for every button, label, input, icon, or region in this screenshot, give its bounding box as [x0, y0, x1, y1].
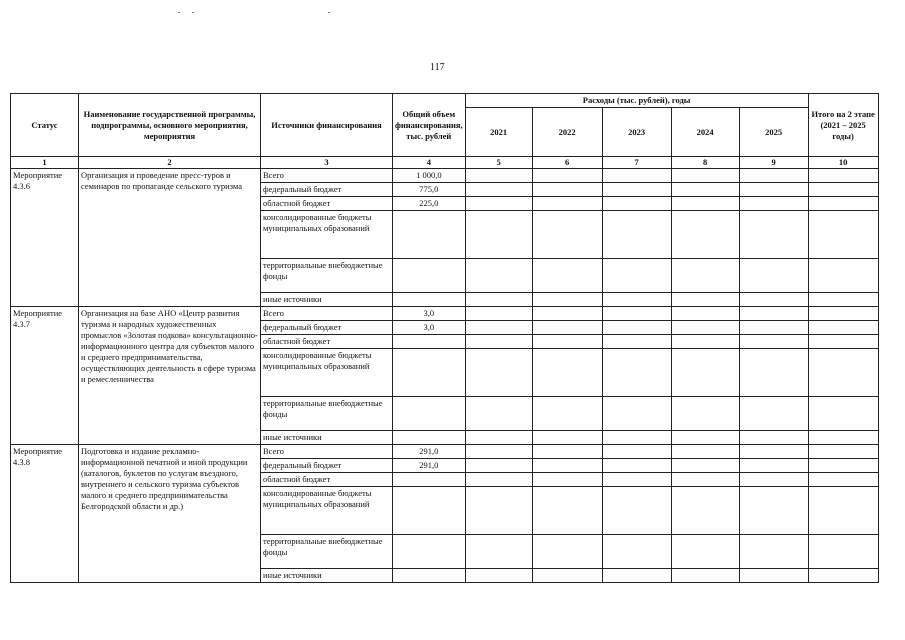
empty-cell — [739, 293, 808, 307]
empty-cell — [739, 445, 808, 459]
empty-cell — [671, 211, 739, 259]
empty-cell — [532, 183, 602, 197]
empty-cell — [602, 211, 671, 259]
empty-cell — [808, 183, 878, 197]
total-volume-cell — [393, 349, 466, 397]
header-year: 2022 — [532, 108, 602, 157]
total-volume-cell — [393, 211, 466, 259]
empty-cell — [739, 259, 808, 293]
empty-cell — [671, 445, 739, 459]
header-year: 2023 — [602, 108, 671, 157]
total-volume-cell — [393, 335, 466, 349]
header-sources: Источники финансирования — [261, 94, 393, 157]
empty-cell — [602, 459, 671, 473]
header-status: Статус — [11, 94, 79, 157]
empty-cell — [808, 307, 878, 321]
empty-cell — [602, 431, 671, 445]
funding-source: иные источники — [261, 431, 393, 445]
funding-source: консолидированные бюджеты муниципальных образований — [261, 349, 393, 397]
empty-cell — [602, 335, 671, 349]
funding-source: консолидированные бюджеты муниципальных образований — [261, 487, 393, 535]
empty-cell — [602, 473, 671, 487]
empty-cell — [671, 293, 739, 307]
empty-cell — [671, 197, 739, 211]
empty-cell — [532, 169, 602, 183]
empty-cell — [739, 349, 808, 397]
table-row — [11, 169, 879, 183]
empty-cell — [465, 431, 532, 445]
column-number: 6 — [532, 157, 602, 169]
scan-speck — [328, 12, 330, 13]
empty-cell — [465, 169, 532, 183]
empty-cell — [602, 183, 671, 197]
column-number: 9 — [739, 157, 808, 169]
empty-cell — [465, 211, 532, 259]
empty-cell — [671, 183, 739, 197]
empty-cell — [465, 183, 532, 197]
total-volume-cell — [393, 569, 466, 583]
total-volume-cell — [393, 487, 466, 535]
empty-cell — [532, 569, 602, 583]
total-volume-cell: 291,0 — [393, 459, 466, 473]
empty-cell — [532, 349, 602, 397]
empty-cell — [671, 307, 739, 321]
empty-cell — [808, 459, 878, 473]
empty-cell — [808, 321, 878, 335]
empty-cell — [808, 487, 878, 535]
measure-status: Мероприятие 4.3.7 — [11, 307, 79, 445]
empty-cell — [602, 197, 671, 211]
empty-cell — [465, 321, 532, 335]
empty-cell — [465, 473, 532, 487]
empty-cell — [671, 535, 739, 569]
empty-cell — [532, 431, 602, 445]
empty-cell — [808, 169, 878, 183]
total-volume-cell: 775,0 — [393, 183, 466, 197]
empty-cell — [808, 293, 878, 307]
empty-cell — [739, 211, 808, 259]
empty-cell — [602, 569, 671, 583]
empty-cell — [739, 459, 808, 473]
funding-source: федеральный бюджет — [261, 459, 393, 473]
empty-cell — [808, 211, 878, 259]
empty-cell — [671, 169, 739, 183]
empty-cell — [602, 259, 671, 293]
page-number: 117 — [430, 62, 445, 73]
empty-cell — [671, 397, 739, 431]
empty-cell — [532, 307, 602, 321]
funding-source: Всего — [261, 307, 393, 321]
header-name: Наименование государственной программы, подпрограммы, основного мероприятия, мероприятия — [79, 94, 261, 157]
empty-cell — [671, 349, 739, 397]
scan-speck — [192, 12, 194, 13]
empty-cell — [808, 473, 878, 487]
total-volume-cell: 3,0 — [393, 321, 466, 335]
column-numbers-row — [11, 157, 879, 169]
measure-status: Мероприятие 4.3.8 — [11, 445, 79, 583]
funding-source: Всего — [261, 169, 393, 183]
total-volume-cell: 291,0 — [393, 445, 466, 459]
header-total-volume: Общий объем финансирования, тыс. рублей — [393, 94, 466, 157]
column-number: 1 — [11, 157, 79, 169]
empty-cell — [465, 307, 532, 321]
empty-cell — [602, 397, 671, 431]
empty-cell — [532, 473, 602, 487]
funding-source: федеральный бюджет — [261, 321, 393, 335]
column-number: 4 — [393, 157, 466, 169]
empty-cell — [739, 183, 808, 197]
column-number: 10 — [808, 157, 878, 169]
empty-cell — [465, 293, 532, 307]
funding-source: областной бюджет — [261, 197, 393, 211]
column-number: 5 — [465, 157, 532, 169]
empty-cell — [465, 445, 532, 459]
empty-cell — [465, 349, 532, 397]
empty-cell — [671, 321, 739, 335]
empty-cell — [602, 307, 671, 321]
measure-name: Организация на базе АНО «Центр развития туризма и народных художественных промыслов «Золотая подкова» консультационно-информационного центра для субъектов малого и среднего предпринимательства, осуществляющих деятельность в сфере туризма и ремесленничества — [79, 307, 261, 445]
empty-cell — [739, 473, 808, 487]
empty-cell — [465, 487, 532, 535]
empty-cell — [739, 397, 808, 431]
empty-cell — [532, 535, 602, 569]
measure-name: Организация и проведение пресс-туров и семинаров по пропаганде сельского туризма — [79, 169, 261, 307]
funding-source: иные источники — [261, 293, 393, 307]
empty-cell — [465, 259, 532, 293]
empty-cell — [671, 487, 739, 535]
empty-cell — [808, 197, 878, 211]
funding-source: территориальные внебюджетные фонды — [261, 397, 393, 431]
total-volume-cell — [393, 293, 466, 307]
total-volume-cell — [393, 431, 466, 445]
empty-cell — [532, 459, 602, 473]
empty-cell — [739, 321, 808, 335]
empty-cell — [808, 349, 878, 397]
empty-cell — [465, 535, 532, 569]
empty-cell — [739, 569, 808, 583]
empty-cell — [739, 535, 808, 569]
empty-cell — [465, 569, 532, 583]
total-volume-cell: 225,0 — [393, 197, 466, 211]
header-total-stage: Итого на 2 этапе (2021 – 2025 годы) — [808, 94, 878, 157]
funding-source: областной бюджет — [261, 335, 393, 349]
table-row — [11, 445, 879, 459]
column-number: 2 — [79, 157, 261, 169]
empty-cell — [671, 459, 739, 473]
empty-cell — [532, 259, 602, 293]
empty-cell — [532, 445, 602, 459]
empty-cell — [671, 335, 739, 349]
empty-cell — [808, 445, 878, 459]
total-volume-cell: 1 000,0 — [393, 169, 466, 183]
empty-cell — [602, 321, 671, 335]
total-volume-cell — [393, 473, 466, 487]
funding-source: территориальные внебюджетные фонды — [261, 535, 393, 569]
empty-cell — [671, 569, 739, 583]
total-volume-cell — [393, 535, 466, 569]
empty-cell — [532, 321, 602, 335]
empty-cell — [808, 431, 878, 445]
measure-name: Подготовка и издание рекламно-информационной печатной и иной продукции (каталогов, буклетов по услугам въездного, внутреннего и сельского туризма субъектов малого и среднего предпринимательства Белгородской области и др.) — [79, 445, 261, 583]
funding-source: областной бюджет — [261, 473, 393, 487]
empty-cell — [602, 349, 671, 397]
empty-cell — [532, 487, 602, 535]
table-row — [11, 307, 879, 321]
empty-cell — [739, 487, 808, 535]
empty-cell — [532, 197, 602, 211]
empty-cell — [602, 535, 671, 569]
total-volume-cell — [393, 397, 466, 431]
funding-source: Всего — [261, 445, 393, 459]
column-number: 7 — [602, 157, 671, 169]
empty-cell — [465, 335, 532, 349]
empty-cell — [532, 293, 602, 307]
empty-cell — [808, 335, 878, 349]
empty-cell — [532, 335, 602, 349]
empty-cell — [602, 169, 671, 183]
empty-cell — [739, 197, 808, 211]
empty-cell — [739, 169, 808, 183]
empty-cell — [602, 445, 671, 459]
total-volume-cell: 3,0 — [393, 307, 466, 321]
funding-source: иные источники — [261, 569, 393, 583]
empty-cell — [465, 397, 532, 431]
empty-cell — [739, 335, 808, 349]
header-year: 2025 — [739, 108, 808, 157]
header-expenses: Расходы (тыс. рублей), годы — [465, 94, 808, 108]
total-volume-cell — [393, 259, 466, 293]
empty-cell — [602, 487, 671, 535]
empty-cell — [808, 259, 878, 293]
header-year: 2024 — [671, 108, 739, 157]
measure-status: Мероприятие 4.3.6 — [11, 169, 79, 307]
empty-cell — [465, 197, 532, 211]
empty-cell — [671, 259, 739, 293]
empty-cell — [739, 307, 808, 321]
financing-table — [10, 93, 879, 583]
column-number: 3 — [261, 157, 393, 169]
funding-source: территориальные внебюджетные фонды — [261, 259, 393, 293]
column-number: 8 — [671, 157, 739, 169]
empty-cell — [808, 397, 878, 431]
empty-cell — [532, 397, 602, 431]
funding-source: федеральный бюджет — [261, 183, 393, 197]
scan-speck — [178, 12, 180, 13]
empty-cell — [465, 459, 532, 473]
header-year: 2021 — [465, 108, 532, 157]
empty-cell — [602, 293, 671, 307]
empty-cell — [808, 569, 878, 583]
empty-cell — [739, 431, 808, 445]
empty-cell — [671, 431, 739, 445]
funding-source: консолидированные бюджеты муниципальных образований — [261, 211, 393, 259]
empty-cell — [532, 211, 602, 259]
empty-cell — [671, 473, 739, 487]
empty-cell — [808, 535, 878, 569]
